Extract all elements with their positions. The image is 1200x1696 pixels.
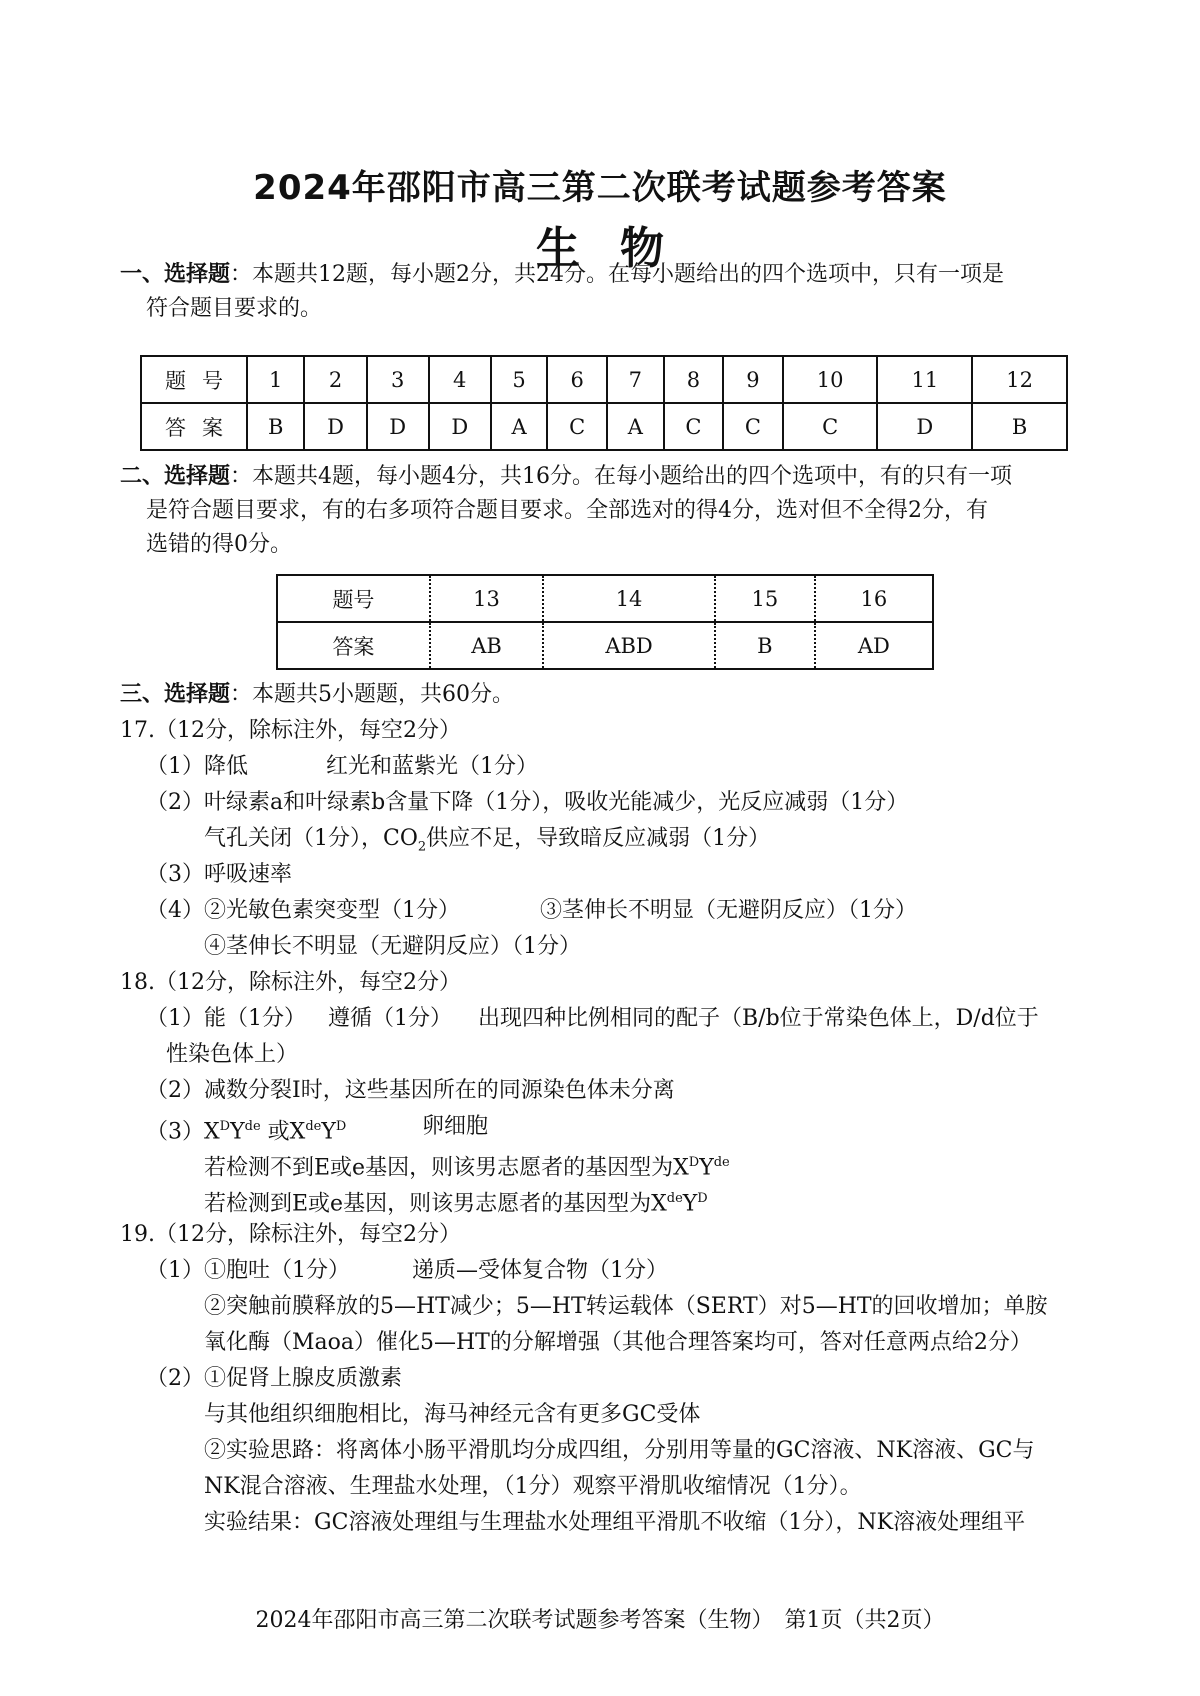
table1-q-cell: 1 — [247, 356, 304, 403]
table1-row-label: 题号 — [141, 356, 247, 403]
q17-p1a: （1）降低 — [146, 754, 248, 779]
table1-a-cell: C — [547, 403, 607, 450]
q18-p3d-text: 若检测到E或e基因，则该男志愿者的基因型为X — [204, 1191, 667, 1217]
q18-p3c-text: 若检测不到E或e基因，则该男志愿者的基因型为X — [204, 1155, 689, 1181]
genotype-sup: de — [305, 1119, 322, 1134]
table1-a-cell: A — [491, 403, 548, 450]
q17-p2a: （2）叶绿素a和叶绿素b含量下降（1分），吸收光能减少，光反应减弱（1分） — [146, 790, 909, 815]
table1-q-cell: 11 — [877, 356, 972, 403]
q19-p1b: 递质—受体复合物（1分） — [412, 1258, 668, 1283]
table2-q-cell: 13 — [430, 575, 543, 622]
q18-p3d — [204, 1182, 708, 1221]
q18-p3-prefix: （3）X — [146, 1119, 220, 1145]
section1-heading: 一、选择题 — [120, 262, 231, 287]
q18-p1b: 遵循（1分） — [328, 1006, 452, 1031]
q19-p2a: （2）①促肾上腺皮质激素 — [146, 1366, 402, 1391]
q19-p2c: ②实验思路：将离体小肠平滑肌均分成四组，分别用等量的GC溶液、NK溶液、GC与 — [204, 1438, 1035, 1463]
table2-a-cell: AD — [815, 622, 933, 669]
table1-q-cell: 4 — [429, 356, 491, 403]
table1-a-cell: B — [247, 403, 304, 450]
section2-text1: ：本题共4题，每小题4分，共16分。在每小题给出的四个选项中，有的只有一项 — [230, 464, 1013, 489]
q19-p1d: 氧化酶（Maoa）催化5—HT的分解增强（其他合理答案均可，答对任意两点给2分） — [204, 1330, 1032, 1355]
table2-question-row — [277, 575, 933, 622]
table2-a-cell: ABD — [543, 622, 715, 669]
section1-text1: ：本题共12题，每小题2分，共24分。在每小题给出的四个选项中，只有一项是 — [230, 262, 1005, 287]
table1-a-cell: D — [304, 403, 366, 450]
genotype-sup: de — [666, 1191, 683, 1206]
genotype-y: Y — [682, 1191, 698, 1217]
table1-q-cell: 6 — [547, 356, 607, 403]
genotype-y: Y — [230, 1119, 245, 1145]
q17-p4c: ④茎伸长不明显（无避阴反应）（1分） — [204, 934, 581, 959]
section2-text3: 选错的得0分。 — [146, 532, 292, 557]
q19-p2b: 与其他组织细胞相比，海马神经元含有更多GC受体 — [204, 1402, 701, 1427]
section2-text2: 是符合题目要求，有的右多项符合题目要求。全部选对的得4分，选对但不全得2分，有 — [146, 498, 988, 523]
table1-a-cell: C — [783, 403, 878, 450]
q17-p1b: 红光和蓝紫光（1分） — [326, 754, 538, 779]
section2-heading: 二、选择题 — [120, 464, 231, 489]
table1-q-cell: 10 — [783, 356, 878, 403]
section1-text2: 符合题目要求的。 — [146, 296, 323, 321]
table1-a-cell: D — [429, 403, 491, 450]
q17-p4a: （4）②光敏色素突变型（1分） — [146, 898, 460, 923]
table1-a-cell: C — [664, 403, 724, 450]
table1-question-row — [141, 356, 1067, 403]
q17-p3: （3）呼吸速率 — [146, 862, 292, 887]
table2-q-cell: 15 — [715, 575, 815, 622]
table1-q-cell: 7 — [607, 356, 664, 403]
q18-p3-cell: 卵细胞 — [422, 1114, 489, 1139]
section3-text: ：本题共5小题题，共60分。 — [230, 682, 515, 707]
genotype-sup: de — [244, 1119, 261, 1134]
section3-intro — [120, 678, 514, 712]
page-footer: 2024年邵阳市高三第二次联考试题参考答案（生物） 第1页（共2页） — [255, 1608, 945, 1633]
q18-p3 — [146, 1110, 346, 1149]
q17-head: 17.（12分，除标注外，每空2分） — [120, 718, 461, 743]
q18-p1c: 出现四种比例相同的配子（B/b位于常染色体上，D/d位于 — [478, 1006, 1039, 1031]
table2-row-label: 答案 — [277, 622, 430, 669]
table2-a-cell: B — [715, 622, 815, 669]
genotype-sup: D — [697, 1191, 708, 1206]
genotype-sup: D — [688, 1155, 700, 1170]
table1-q-cell: 12 — [972, 356, 1067, 403]
genotype-sup: D — [219, 1119, 231, 1134]
q18-p3-or: 或X — [267, 1119, 306, 1145]
answer-table-1 — [140, 355, 1068, 451]
table1-q-cell: 5 — [491, 356, 548, 403]
co2-subscript: 2 — [417, 839, 427, 855]
genotype-y: Y — [699, 1155, 714, 1181]
table1-a-cell: D — [877, 403, 972, 450]
q17-p2b-part1: 气孔关闭（1分），CO — [204, 826, 418, 851]
q17-p4b: ③茎伸长不明显（无避阴反应）（1分） — [540, 898, 917, 923]
q17-p2b-part2: 供应不足，导致暗反应减弱（1分） — [426, 826, 771, 851]
table2-q-cell: 16 — [815, 575, 933, 622]
q19-p1a: （1）①胞吐（1分） — [146, 1258, 350, 1283]
q18-head: 18.（12分，除标注外，每空2分） — [120, 970, 461, 995]
table2-answer-row — [277, 622, 933, 669]
q18-p2: （2）减数分裂Ⅰ时，这些基因所在的同源染色体未分离 — [146, 1078, 675, 1103]
table2-q-cell: 14 — [543, 575, 715, 622]
q19-head: 19.（12分，除标注外，每空2分） — [120, 1222, 461, 1247]
table1-q-cell: 9 — [723, 356, 783, 403]
genotype-sup: D — [335, 1119, 347, 1134]
section3-heading: 三、选择题 — [120, 682, 231, 707]
q19-p1c: ②突触前膜释放的5—HT减少；5—HT转运载体（SERT）对5—HT的回收增加；单胺 — [204, 1294, 1048, 1319]
section2-intro — [120, 460, 1012, 494]
q18-p3c — [204, 1146, 730, 1185]
section1-intro — [120, 258, 1004, 292]
genotype-y: Y — [321, 1119, 336, 1145]
q18-p1a: （1）能（1分） — [146, 1006, 306, 1031]
table1-row-label: 答案 — [141, 403, 247, 450]
table1-q-cell: 2 — [304, 356, 366, 403]
table2-a-cell: AB — [430, 622, 543, 669]
table1-a-cell: A — [607, 403, 664, 450]
table2-row-label: 题号 — [277, 575, 430, 622]
genotype-sup: de — [713, 1155, 730, 1170]
q18-p1d: 性染色体上） — [166, 1042, 299, 1067]
answer-table-2 — [276, 574, 934, 670]
table1-a-cell: B — [972, 403, 1067, 450]
doc-title: 2024年邵阳市高三第二次联考试题参考答案 — [253, 168, 947, 208]
table1-a-cell: D — [367, 403, 429, 450]
table1-q-cell: 8 — [664, 356, 724, 403]
doc-subject: 生物 — [536, 223, 704, 274]
table1-answer-row — [141, 403, 1067, 450]
table1-q-cell: 3 — [367, 356, 429, 403]
q19-p2e: 实验结果：GC溶液处理组与生理盐水处理组平滑肌不收缩（1分），NK溶液处理组平 — [204, 1510, 1026, 1535]
table1-a-cell: C — [723, 403, 783, 450]
q19-p2d: NK混合溶液、生理盐水处理，（1分）观察平滑肌收缩情况（1分）。 — [204, 1474, 862, 1499]
